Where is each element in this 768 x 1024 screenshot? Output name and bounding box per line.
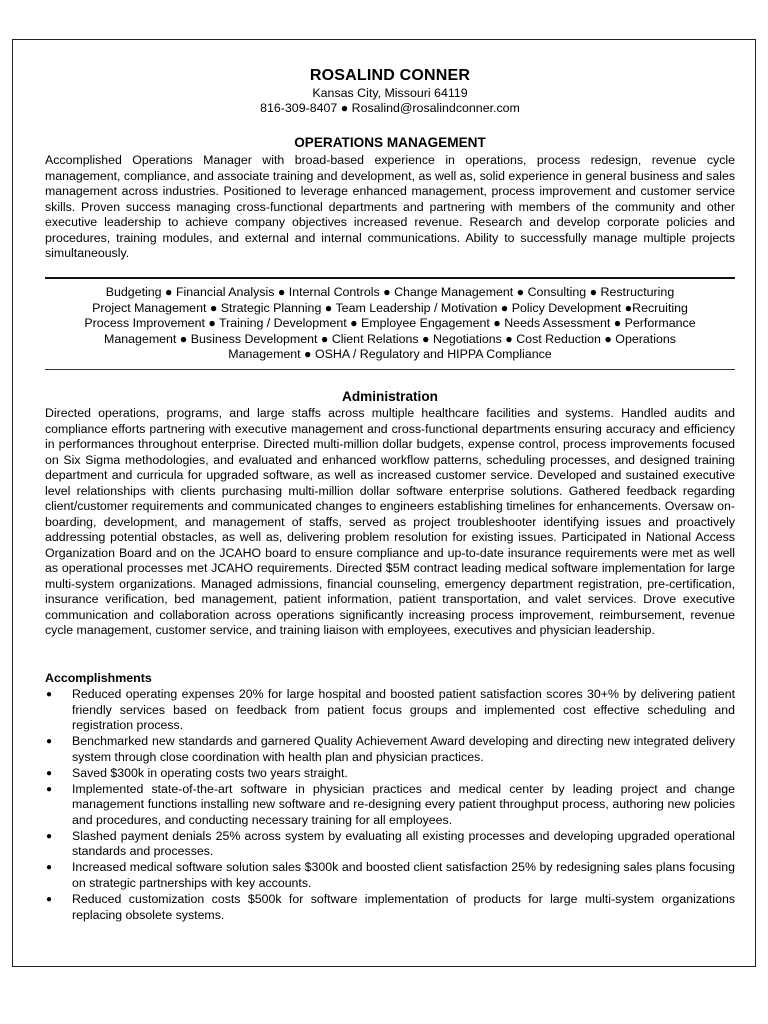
skills-list: [45, 285, 735, 363]
skills-line: Project Management ● Strategic Planning ● Team Leadership / Motivation ● Policy Development ●Recruiting: [92, 300, 688, 315]
candidate-location: Kansas City, Missouri 64119: [312, 86, 468, 100]
bullet-icon: ●: [46, 689, 53, 700]
skills-bottom-rule: [45, 369, 735, 370]
bullet-icon: ●: [46, 783, 53, 795]
list-item: ● Reduced customization costs $500k for software implementation of products for large multi-system organizations replacing obsolete systems.: [46, 892, 735, 922]
candidate-contact: 816-309-8407 ● Rosalind@rosalindconner.com: [260, 101, 520, 115]
accomplishments-heading: Accomplishments: [45, 671, 152, 685]
list-item: ● Implemented state-of-the-art software in physician practices and medical center by leading project and change management functions installing new software and re-designing every patient throughput process, authoring new policies and procedures, and conducting necessary training for all employees.: [46, 781, 735, 827]
administration-text: Directed operations, programs, and large staffs across multiple healthcare facilities and systems. Handled audits and compliance efforts partnering with executive management and cross-functional departments ensuring accuracy and efficiency in performances throughout enterprise. Directed multi-million dollar budgets, expense control, process improvements focused on Six Sigma methodologies, and evaluated and enhanced workflow patterns, scheduling processes, and designed training department and curricula for upgraded software, as well as increased customer service. Developed and sustained executive level relationships with clients purchasing multi-million dollar software enterprise solutions. Gathered feedback regarding client/customer requirements and communicated changes to engineers establishing timelines for enhancements. Oversaw on-boarding, development, and management of staffs, served as project troubleshooter identifying issues and proactively addressing potential obstacles, as well as, delivering problem resolution for existing issues. Participated in National Access Organization Board and on the JCAHO board to ensure compliance and up-to-date insurance requirements were met as well as operational processes met JCAHO requirements. Directed $5M contract leading medical software implementation for large multi-system organizations. Managed admissions, financial counseling, emergency department registration, pre-certification, insurance verification, bed management, patient information, patient transportation, and valet services. Drove executive communication and collaboration across operations significantly increasing process improvement, reimbursement, revenue cycle management, customer service, and training liaison with employees, executives and physician leadership.: [45, 406, 735, 637]
skills-line: Budgeting ● Financial Analysis ● Internal Controls ● Change Management ● Consulting ● Restructuring: [105, 285, 675, 299]
bullet-icon: ●: [46, 830, 53, 842]
list-item: ● Increased medical software solution sales $300k and boosted client satisfaction 25% by redesigning sales plans focusing on strategic partnerships with key accounts.: [46, 860, 735, 890]
summary-text: Accomplished Operations Manager with broad-based experience in operations, process redesign, revenue cycle management, compliance, and associate training and development, as well as, solid experience in general business and sales management across industries. Positioned to leverage enhanced management, process improvement and customer service skills. Proven success managing cross-functional departments and partnering with members of the community and other executive leadership to achieve company objectives increased revenue. Research and develop corporate policies and procedures, training modules, and external and internal communications. Ability to successfully manage multiple projects simultaneously.: [45, 153, 735, 260]
administration-title: Administration: [342, 389, 438, 404]
list-item: ● Slashed payment denials 25% across system by evaluating all existing processes and developing upgraded operational standards and processes.: [46, 828, 735, 859]
list-item: ● Reduced operating expenses 20% for large hospital and boosted patient satisfaction scores 30+% by delivering patient friendly services based on feedback from patient focus groups and implemented cost effective scheduling and registration process.: [46, 687, 735, 732]
list-item: ● Saved $300k in operating costs two years straight.: [46, 765, 348, 780]
skills-line: Process Improvement ● Training / Development ● Employee Engagement ● Needs Assessment ● Performance: [84, 316, 696, 330]
bullet-icon: ●: [46, 767, 53, 779]
resume-content: [45, 40, 735, 968]
skills-top-rule: [45, 277, 735, 279]
accomplishments-list: [45, 687, 735, 924]
bullet-icon: ●: [46, 862, 53, 874]
bullet-icon: ●: [46, 736, 53, 748]
summary-title: OPERATIONS MANAGEMENT: [294, 135, 486, 150]
bullet-icon: ●: [46, 894, 53, 906]
skills-line: Management ● OSHA / Regulatory and HIPPA Compliance: [228, 347, 552, 361]
candidate-name: ROSALIND CONNER: [309, 67, 471, 84]
list-item: ● Benchmarked new standards and garnered Quality Achievement Award developing and directing new integrated delivery system through close coordination with health plan and physician practices.: [46, 734, 735, 764]
skills-line: Management ● Business Development ● Client Relations ● Negotiations ● Cost Reduction ● Operations: [104, 331, 676, 346]
resume-page: [12, 39, 756, 967]
